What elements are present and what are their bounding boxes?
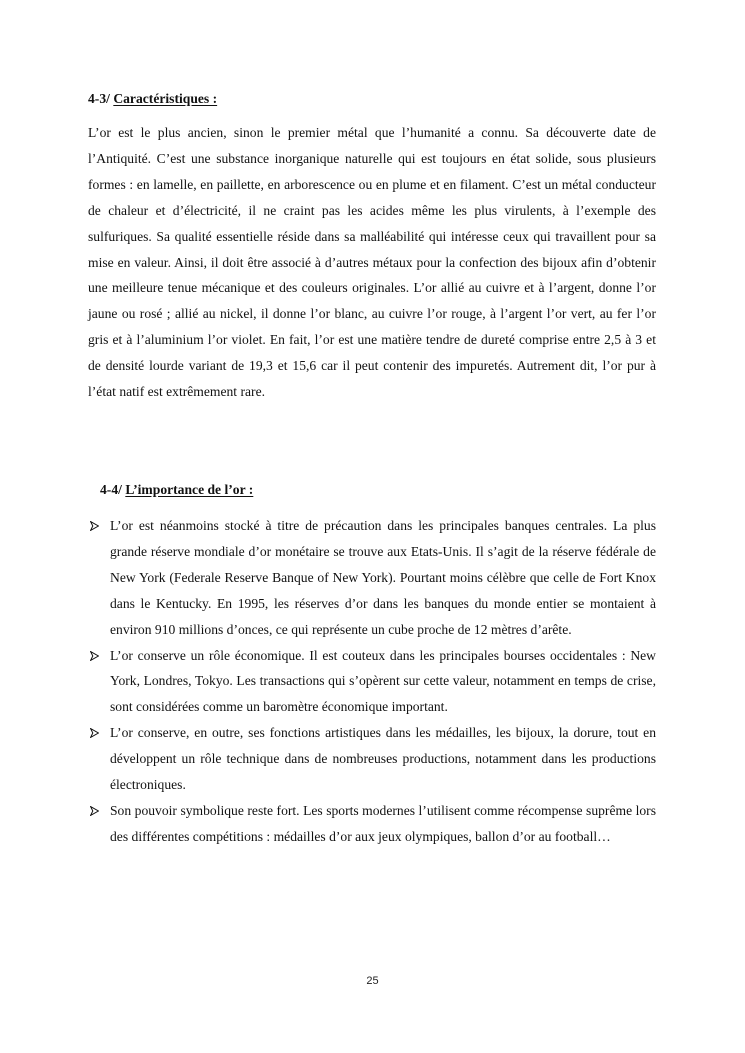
arrowhead-bullet-icon <box>90 521 99 531</box>
list-item-text: Son pouvoir symbolique reste fort. Les sports modernes l’utilisent comme récompense suprême lors des différentes compétitions : médailles d’or aux jeux olympiques, ballon d’or au football… <box>110 802 656 844</box>
arrowhead-bullet-icon <box>90 651 99 661</box>
list-item <box>88 643 656 721</box>
list-item <box>88 720 656 798</box>
characteristics-paragraph: L’or est le plus ancien, sinon le premier métal que l’humanité a connu. Sa découverte date de l’Antiquité. C’est une substance inorganique naturelle qui est toujours en état solide, sous plusieurs formes : en lamelle, en paillette, en arborescence ou en plume et en filament. C’est un métal conducteur de chaleur et d’électricité, il ne craint pas les acides même les plus virulents, à l’exemple des sulfuriques. Sa qualité essentielle réside dans sa malléabilité qui intéresse ceux qui travaillent pour sa mise en valeur. Ainsi, il doit être associé à d’autres métaux pour la confection des bijoux afin d’obtenir une meilleure tenue mécanique et des couleurs originales. L’or allié au cuivre et à l’argent, donne l’or jaune ou rosé ; allié au nickel, il donne l’or blanc, au cuivre l’or rouge, à l’argent l’or vert, au fer l’or gris et à l’aluminium l’or violet. En fait, l’or est une matière tendre de dureté comprise entre 2,5 à 3 et de densité lourde variant de 19,3 et 15,6 car il peut contenir des impuretés. Autrement dit, l’or pur à l’état natif est extrêmement rare. <box>88 125 656 400</box>
list-item-text: L’or est néanmoins stocké à titre de précaution dans les principales banques centrales. La plus grande réserve mondiale d’or monétaire se trouve aux Etats-Unis. Il s’agit de la réserve fédérale de New York (Federale Reserve Banque of New York). Pourtant moins célèbre que celle de Fort Knox dans le Kentucky. En 1995, les réserves d’or dans les banques du monde entier se montaient à environ 910 millions d’onces, ce qui représente un cube proche de 12 mètres d’arête. <box>110 518 656 637</box>
page-number: 25 <box>366 975 379 987</box>
list-item <box>88 798 656 850</box>
section-title: Caractéristiques : <box>113 91 218 106</box>
list-item <box>88 513 656 643</box>
section-heading-4-4 <box>100 482 253 498</box>
section-heading-4-3 <box>88 91 217 107</box>
list-item-text: L’or conserve, en outre, ses fonctions artistiques dans les médailles, les bijoux, la dorure, tout en développent un rôle technique dans de nombreuses productions, notamment dans les productions électroniques. <box>110 725 656 793</box>
list-item-text: L’or conserve un rôle économique. Il est couteux dans les principales bourses occidentales : New York, Londres, Tokyo. Les transactions qui s’opèrent sur cette valeur, notamment en temps de crise, sont considérées comme un baromètre économique important. <box>110 647 656 715</box>
arrowhead-bullet-icon <box>90 806 99 816</box>
section-title: L’importance de l’or : <box>125 482 254 497</box>
arrowhead-bullet-icon <box>90 728 99 738</box>
section-number: 4-3/ <box>88 91 110 106</box>
section-number: 4-4/ <box>100 482 122 497</box>
importance-bullet-list <box>88 513 656 850</box>
